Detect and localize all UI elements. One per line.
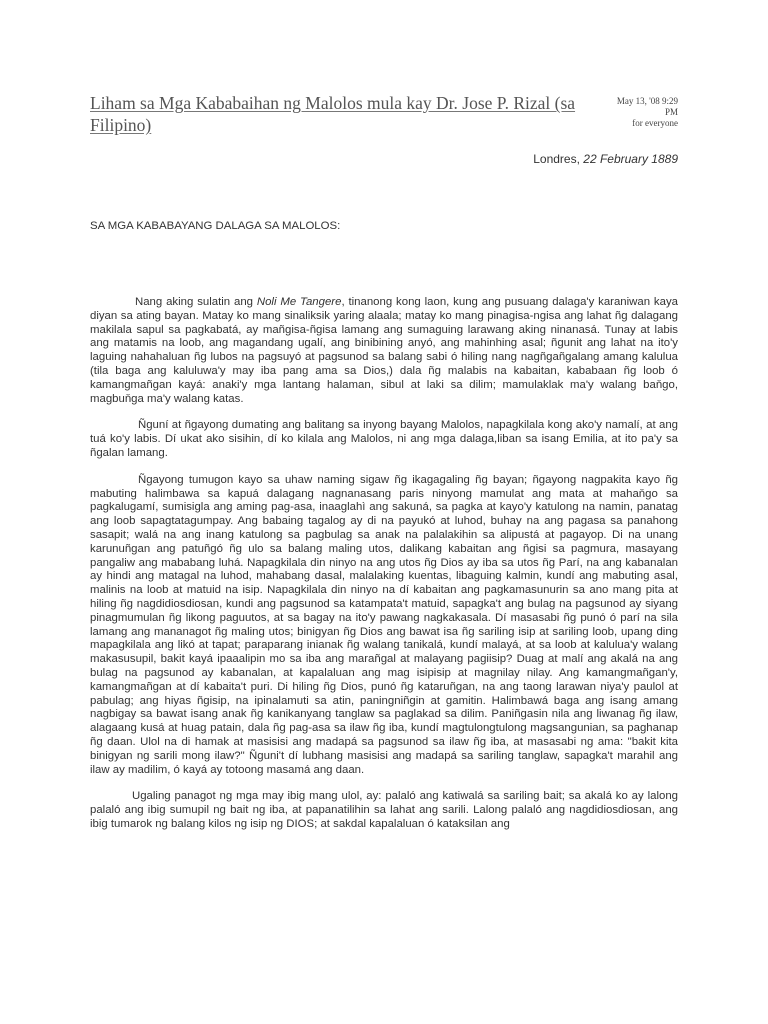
paragraph-1 xyxy=(90,296,678,406)
meta-date: May 13, '08 9:29 xyxy=(616,96,678,106)
meta-time-suffix: PM xyxy=(664,107,678,117)
letter-salutation: SA MGA KABABAYANG DALAGA SA MALOLOS: xyxy=(90,220,341,232)
document-title[interactable]: Liham sa Mga Kababaihan ng Malolos mula kay Dr. Jose P. Rizal (sa Filipino) xyxy=(90,93,576,135)
letter-dateline xyxy=(380,152,678,166)
letter-body xyxy=(90,296,678,845)
paragraph-3: Ñgayong tumugon kayo sa uhaw naming sigaw ñg ikagagaling ñg bayan; ñgayong nagpakita kayo ñg mabuting halimbawa sa kapuá dalagang nagnanasang paris ninyong mamulat ang mata at mahaňgo sa pagkalugamí, sumisigla ang aming pag-asa, inaaglahì ang sakuná, sa pagka at kayo'y katulong na namin, panatag ang loob sapagtatagumpay. Ang babaing tagalog ay di na payukó at luhod, buhay na ang pagasa sa panahong sasapit; walá na ang inang katulong sa pagbulag sa anak na palalakihin sa alipustá at pagayop. Di na unang karunuñgan ang patuñgó ñg ulo sa balang maling utos, dalikang kabaitan ang ñgisi sa pagmura, masayang pangaliw ang mababang luhá. Napagkilala din ninyo na ang utos ñg Dios ay iba sa utos ñg Parí, na ang kabanalan ay hindi ang matagal na luhod, mahabang dasal, malalaking kuentas, libaguing kalmin, kundí ang mabuting asal, malinis na loob at matuid na isip. Napagkilala din ninyo na dí kabaitan ang pagkamasunurin sa ano mang pita at hiling ñg nagdidiosdiosan, kundi ang pagsunod sa katampata't matuid, sapagka't ang bulag na pagsunod ay siyang pinagmumulan ñg likong paguutos, at sa bagay na ito'y pawang nagkakasala. Dí masasabi ñg punó ó parí na sila lamang ang mananagot ñg maling utos; binigyan ñg Dios ang bawat isa ñg sariling isip at sariling loob, upang ding mapagkilala ang likó at tapat; paraparang inianak ñg walang tanikalá, kundí malayá, at sa loob at kalulua'y walang makasusupil, bakit kayá ipaaalipin mo sa iba ang marañgal at malayang pagiisip? Duag at malí ang akalá na ang bulag na pagsunod ay kabanalan, at kapalaluan ang mag isipisip at magnilay nilay. Ang kamangmañgan'y, kamangmañgan at dí kabaita't puri. Di hiling ñg Dios, punó ñg kataruñgan, na ang taong larawan niya'y paulol at pabulag; ang hiyas ñgisip, na ipinalamuti sa atin, paningniñgin at gamitin. Halimbawá baga ang isang amang nagbigay sa bawat isang anak ñg kanikanyang tanglaw sa paglakad sa dilim. Paniñgasin nila ang liwanag ñg ilaw, alagaang kusá at huag patain, dala ñg pag-asa sa ilaw ñg iba, kundí magtulongtulong magsangunian, sa paghanap ñg daan. Ulol na di hamak at masisisi ang madapá sa pagsunod sa ilaw ñg iba, at masasabi ng ama: "bakit kita binigyan ng sarili mong ilaw?" Ñguni't dí lubhang masisisi ang madapá sa sariling tanglaw, sapagka't marahil ang ilaw ay madilim, ó kayá ay totoong masamá ang daan. xyxy=(90,473,678,776)
document-meta xyxy=(590,96,678,129)
dateline-place: Londres, xyxy=(533,152,580,166)
paragraph-1-lead: Nang aking sulatin ang xyxy=(135,296,257,308)
dateline-date: 22 February 1889 xyxy=(583,152,678,166)
novel-title: Noli Me Tangere xyxy=(256,296,342,308)
paragraph-4: Ugaling panagot ng mga may ibig mang ulol, ay: palaló ang katiwalá sa sariling bait; sa akalá ko ay lalong palaló ang ibig sumupil ng bait ng iba, at papanatilihin sa lahat ang sarili. Lalong palaló ang nagdidiosdiosan, ang ibig tumarok ng balang kilos ng isip ng DIOS; at sakdal kapalaluan ó kataksilan ang xyxy=(90,790,678,830)
paragraph-1-rest: , tinanong kong laon, kung ang pusuang dalaga'y karaniwan kaya diyan sa ating bayan. Matay ko mang sinaliksik yaring alaala; matay ko mang pinagisa-ngisa ang lahat ñg dalagang makilala sapul sa pagkabatá, ay mañgisa-ñgisa lamang ang sumaguing larawang aking ninanasá. Tunay at labis ang matamis na loob, ang magandang ugalí, ang binibining anyó, ang mahinhing asal; ñgunit ang lahat na ito'y laguing nahahaluan ñg lubos na pagsuyó at pagsunod sa balang sabi ó hiling nang nagñgañgalang amang kalulua (tila baga ang kaluluwa'y may iba pang ama sa Dios,) dala ñg malabis na kabaitan, kababaan ñg loob ó kamangmañgan kayá: anaki'y mga lantang halaman, sibul at laki sa dilim; mamulaklak ma'y walang baňgo, magbuňga ma'y walang katas. xyxy=(90,296,678,405)
paragraph-2: Ñguní at ñgayong dumating ang balitang sa inyong bayang Malolos, napagkilala kong ako'y namalí, at ang tuá ko'y labis. Dí ukat ako sisihin, dí ko kilala ang Malolos, ni ang mga dalaga,liban sa isang Emilia, at ito pa'y sa ñgalan lamang. xyxy=(90,419,678,459)
meta-audience: for everyone xyxy=(632,118,678,128)
